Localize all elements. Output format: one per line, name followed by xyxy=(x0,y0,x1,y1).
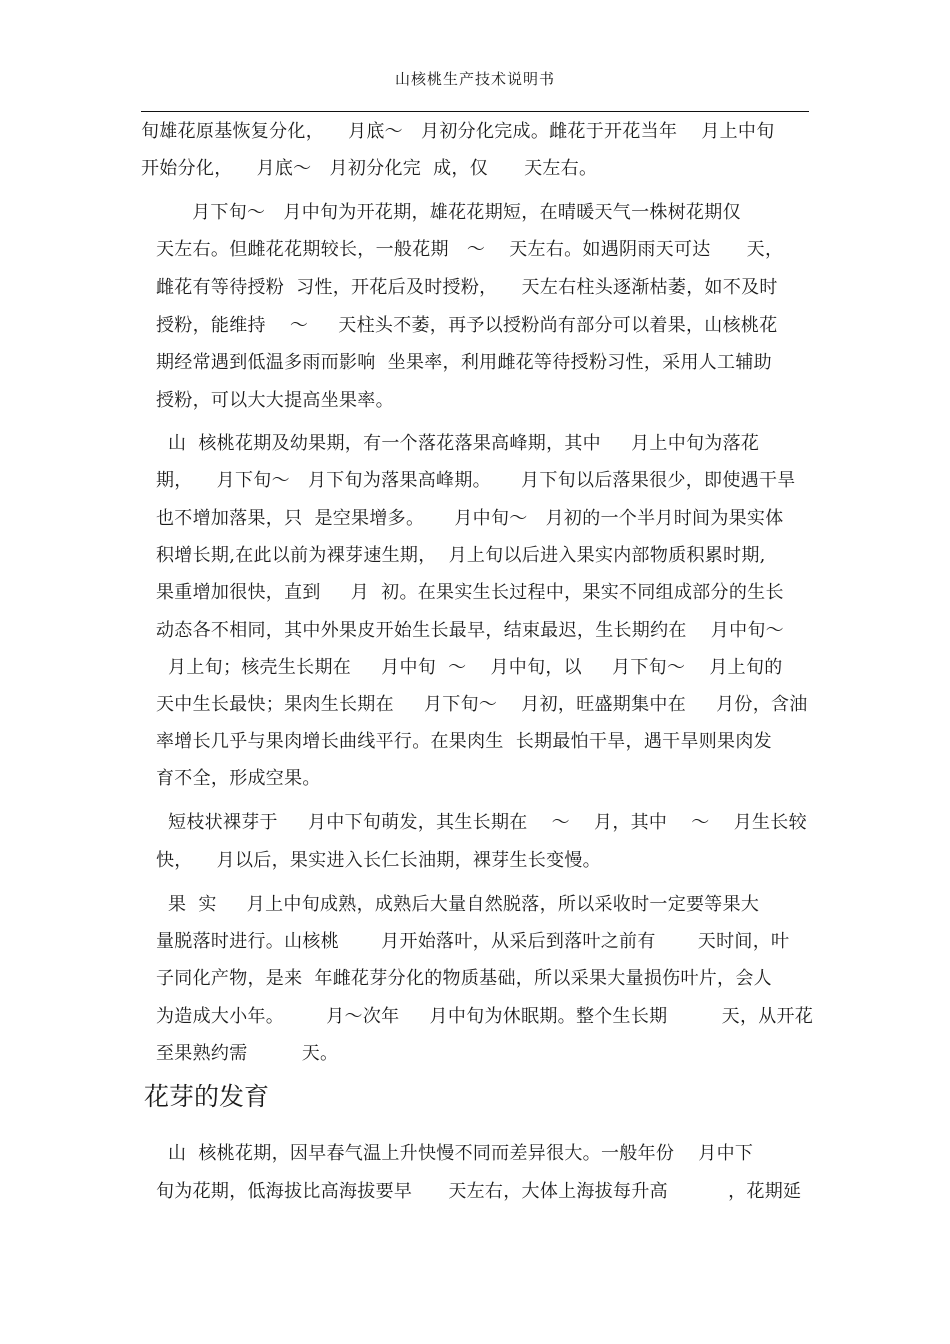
text-line: 月下旬～ 月中旬为开花期，雄花花期短，在晴暖天气一株树花期仅 xyxy=(156,202,741,223)
text-line: 果重增加很快，直到 月 初。在果实生长过程中，果实不同组成部分的生长 xyxy=(156,582,784,603)
text-line: 育不全，形成空果。 xyxy=(156,768,321,789)
text-line: 动态各不相同，其中外果皮开始生长最早，结束最迟，生长期约在 月中旬～ xyxy=(156,620,784,641)
text-line: 期， 月下旬～ 月下旬为落果高峰期。 月下旬以后落果很少，即使遇干旱 xyxy=(156,470,796,491)
header-rule xyxy=(141,111,809,112)
text-line: 旬雄花原基恢复分化， 月底～ 月初分化完成。雌花于开花当年 月上中旬 xyxy=(141,121,775,142)
text-line: 子同化产物，是来 年雌花芽分化的物质基础，所以采果大量损伤叶片，会人 xyxy=(156,968,772,989)
page-header: 山核桃生产技术说明书 xyxy=(394,70,555,88)
section-heading: 花芽的发育 xyxy=(144,1082,270,1111)
text-line: 山 核桃花期，因早春气温上升快慢不同而差异很大。一般年份 月中下 xyxy=(156,1143,754,1164)
text-line: 天中生长最快；果肉生长期在 月下旬～ 月初，旺盛期集中在 月份，含油 xyxy=(156,694,808,715)
text-line: 山 核桃花期及幼果期，有一个落花落果高峰期，其中 月上中旬为落花 xyxy=(156,433,760,454)
text-line: 也不增加落果，只 是空果增多。 月中旬～ 月初的一个半月时间为果实体 xyxy=(156,508,784,529)
text-line: 短枝状裸芽于 月中下旬萌发，其生长期在 ～ 月，其中 ～ 月生长较 xyxy=(156,812,807,833)
text-line: 授粉，可以大大提高坐果率。 xyxy=(156,390,394,411)
text-line: 月上旬；核壳生长期在 月中旬 ～ 月中旬，以 月下旬～ 月上旬的 xyxy=(156,657,783,678)
text-line: 快， 月以后，果实进入长仁长油期，裸芽生长变慢。 xyxy=(156,850,601,871)
text-line: 雌花有等待授粉 习性，开花后及时授粉， 天左右柱头逐渐枯萎，如不及时 xyxy=(156,277,778,298)
text-line: 率增长几乎与果肉增长曲线平行。在果肉生 长期最怕干旱，遇干旱则果肉发 xyxy=(156,731,772,752)
text-line: 积增长期,在此以前为裸芽速生期， 月上旬以后进入果实内部物质积累时期, xyxy=(156,545,766,566)
text-line: 授粉，能维持 ～ 天柱头不萎，再予以授粉尚有部分可以着果，山核桃花 xyxy=(156,315,778,336)
text-line: 至果熟约需 天。 xyxy=(156,1043,339,1064)
text-line: 开始分化， 月底～ 月初分化完 成，仅 天左右。 xyxy=(141,158,598,179)
text-line: 天左右。但雌花花期较长，一般花期 ～ 天左右。如遇阴雨天可达 天， xyxy=(156,239,784,260)
text-line: 期经常遇到低温多雨而影响 坐果率，利用雌花等待授粉习性，采用人工辅助 xyxy=(156,352,772,373)
text-line: 为造成大小年。 月～次年 月中旬为休眠期。整个生长期 天，从开花 xyxy=(156,1006,814,1027)
text-line: 量脱落时进行。山核桃 月开始落叶，从采后到落叶之前有 天时间，叶 xyxy=(156,931,790,952)
text-line: 旬为花期，低海拔比高海拔要早 天左右，大体上海拔每升高 ，花期延 xyxy=(156,1181,802,1202)
text-line: 果 实 月上中旬成熟，成熟后大量自然脱落，所以采收时一定要等果大 xyxy=(156,894,760,915)
